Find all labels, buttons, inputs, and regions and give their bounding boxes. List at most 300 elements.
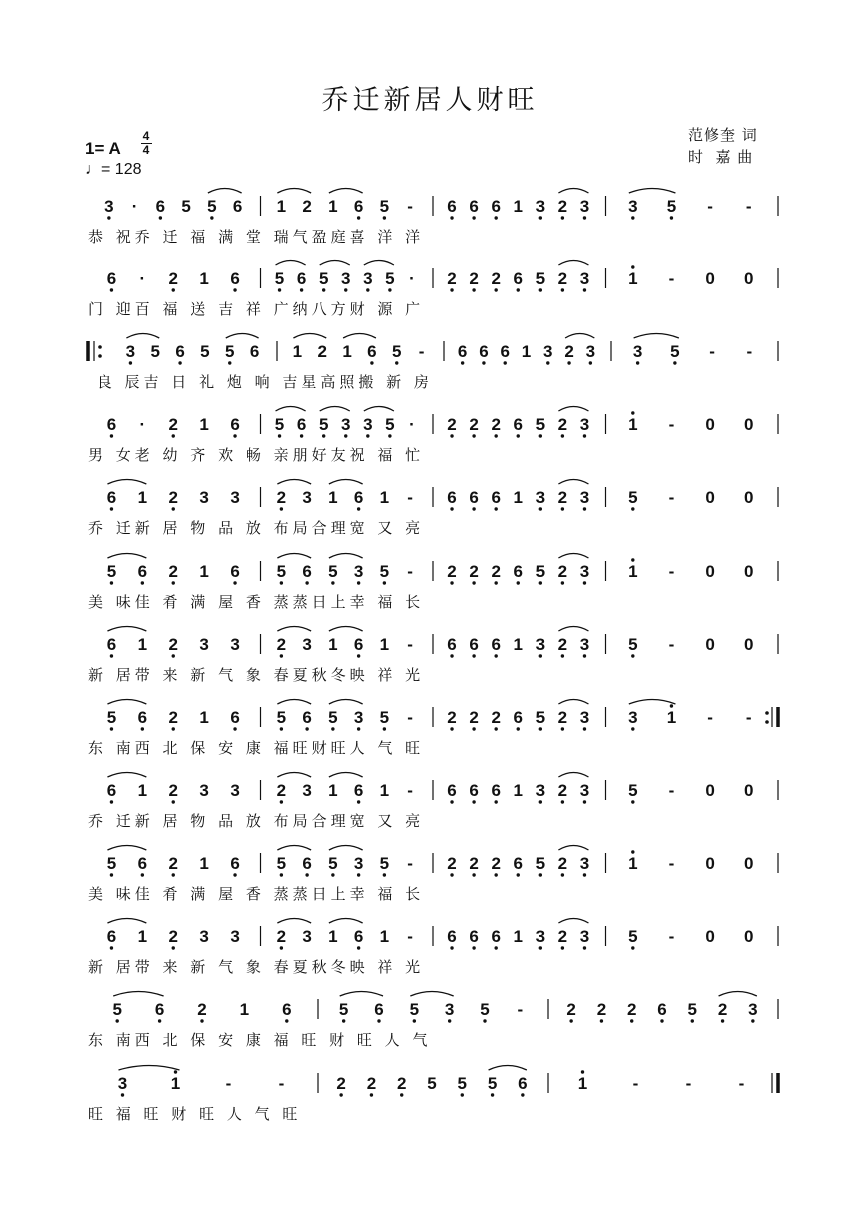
low-octave-dot — [129, 361, 132, 364]
low-octave-dot — [278, 434, 281, 437]
low-octave-dot — [494, 873, 497, 876]
low-octave-dot — [517, 727, 520, 730]
note: 6 — [469, 197, 479, 216]
note: - — [278, 1074, 285, 1093]
lyrics-line: 新 居带 来 新 气 象 春夏秋冬映 祥 光 — [88, 666, 425, 684]
note: 2 — [557, 635, 568, 654]
note: 5 — [666, 197, 677, 216]
low-octave-dot — [110, 873, 113, 876]
high-octave-dot — [631, 411, 634, 414]
low-octave-dot — [472, 288, 475, 291]
note: 2 — [491, 562, 501, 581]
note: 3 — [230, 635, 240, 654]
low-octave-dot — [472, 873, 475, 876]
note: 3 — [628, 708, 638, 727]
note: 5 — [379, 197, 390, 216]
note: 6 — [175, 342, 185, 361]
note: 2 — [276, 781, 287, 800]
low-octave-dot — [450, 507, 453, 510]
note: 2 — [168, 854, 178, 873]
low-octave-dot — [370, 1093, 373, 1096]
note: 3 — [444, 1000, 455, 1019]
high-octave-dot — [174, 1070, 177, 1073]
low-octave-dot — [636, 361, 639, 364]
low-octave-dot — [357, 727, 360, 730]
low-octave-dot — [331, 727, 334, 730]
low-octave-dot — [383, 581, 386, 584]
repeat-dot — [765, 711, 769, 715]
low-octave-dot — [383, 873, 386, 876]
low-octave-dot — [110, 507, 113, 510]
note: 0 — [705, 562, 715, 581]
low-octave-dot — [110, 434, 113, 437]
note: 6 — [447, 197, 457, 216]
note: 2 — [557, 562, 568, 581]
tie-slur — [329, 919, 363, 924]
note: - — [418, 342, 425, 361]
low-octave-dot — [583, 507, 586, 510]
low-octave-dot — [539, 216, 542, 219]
note: 3 — [199, 927, 209, 946]
low-octave-dot — [172, 434, 175, 437]
low-octave-dot — [172, 800, 175, 803]
low-octave-dot — [472, 581, 475, 584]
low-octave-dot — [472, 946, 475, 949]
note: 6 — [137, 562, 148, 581]
note: 2 — [557, 927, 568, 946]
note: 3 — [230, 488, 240, 507]
note: 1 — [199, 708, 209, 727]
note: 1 — [137, 488, 148, 507]
low-octave-dot — [494, 727, 497, 730]
note: 2 — [469, 415, 479, 434]
note: 0 — [743, 635, 754, 654]
low-octave-dot — [159, 216, 162, 219]
tie-slur — [329, 627, 363, 632]
note: 6 — [367, 342, 377, 361]
low-octave-dot — [141, 581, 144, 584]
note: 5 — [106, 708, 117, 727]
note: 5 — [276, 854, 287, 873]
low-octave-dot — [583, 288, 586, 291]
tie-slur — [364, 407, 394, 412]
low-octave-dot — [370, 361, 373, 364]
low-octave-dot — [172, 288, 175, 291]
low-octave-dot — [450, 288, 453, 291]
low-octave-dot — [388, 434, 391, 437]
lyrics-line: 恭 祝乔 迁 福 满 堂 瑞气盈庭喜 洋 洋 — [88, 228, 425, 246]
note: 5 — [392, 342, 402, 361]
note: 2 — [447, 708, 457, 727]
low-octave-dot — [280, 581, 283, 584]
low-octave-dot — [400, 1093, 403, 1096]
low-octave-dot — [494, 507, 497, 510]
note: 5 — [276, 708, 287, 727]
note: 6 — [302, 708, 312, 727]
lyrics-line: 乔 迁新 居 物 品 放 布局合理宽 又 亮 — [88, 519, 425, 537]
note: 5 — [487, 1074, 498, 1093]
note: 6 — [469, 488, 479, 507]
low-octave-dot — [539, 581, 542, 584]
quarter-note-icon: ♩ — [85, 161, 101, 178]
note: 1 — [199, 269, 209, 288]
low-octave-dot — [583, 800, 586, 803]
low-octave-dot — [107, 216, 110, 219]
note: 3 — [579, 854, 590, 873]
note: 5 — [106, 562, 117, 581]
low-octave-dot — [461, 1093, 464, 1096]
note: 2 — [168, 927, 178, 946]
note: 5 — [150, 342, 160, 361]
note: 0 — [705, 635, 715, 654]
note: - — [407, 488, 413, 507]
note: 6 — [353, 488, 364, 507]
tie-slur — [107, 773, 146, 778]
lyricist-credit: 范修奎 词 — [688, 126, 758, 144]
low-octave-dot — [494, 216, 497, 219]
low-octave-dot — [482, 361, 485, 364]
note: 6 — [479, 342, 489, 361]
note: 6 — [230, 854, 240, 873]
low-octave-dot — [366, 434, 369, 437]
low-octave-dot — [450, 946, 453, 949]
note: 6 — [657, 1000, 667, 1019]
low-octave-dot — [178, 361, 181, 364]
low-octave-dot — [357, 946, 360, 949]
note: 2 — [276, 488, 287, 507]
note: 1 — [137, 635, 148, 654]
note: 5 — [535, 708, 546, 727]
note: · — [139, 415, 146, 434]
note: 2 — [447, 269, 457, 288]
note: 1 — [628, 269, 638, 288]
low-octave-dot — [450, 873, 453, 876]
low-octave-dot — [233, 434, 236, 437]
low-octave-dot — [494, 800, 497, 803]
note: - — [668, 269, 675, 288]
low-octave-dot — [344, 434, 347, 437]
note: - — [668, 635, 675, 654]
lyrics-line: 东 南西 北 保 安 康 福旺财旺人 气 旺 — [88, 739, 425, 757]
note: - — [517, 1000, 524, 1019]
low-octave-dot — [539, 654, 542, 657]
note: 2 — [596, 1000, 607, 1019]
note: 6 — [155, 197, 166, 216]
note: 3 — [579, 781, 590, 800]
note: 2 — [168, 269, 178, 288]
note: 3 — [199, 488, 209, 507]
note: 3 — [579, 415, 590, 434]
note: 2 — [557, 854, 568, 873]
low-octave-dot — [539, 288, 542, 291]
note: 1 — [328, 781, 338, 800]
note: 1 — [170, 1074, 181, 1093]
note: 6 — [491, 635, 501, 654]
low-octave-dot — [383, 216, 386, 219]
note: - — [668, 488, 675, 507]
tie-slur — [320, 261, 350, 266]
note: 3 — [363, 415, 373, 434]
note: 2 — [396, 1074, 407, 1093]
note: 2 — [557, 781, 568, 800]
note: 3 — [230, 927, 240, 946]
note: 3 — [302, 781, 312, 800]
note: 5 — [379, 562, 390, 581]
note: 6 — [457, 342, 468, 361]
low-octave-dot — [494, 434, 497, 437]
tie-slur — [329, 773, 363, 778]
low-octave-dot — [583, 946, 586, 949]
low-octave-dot — [539, 507, 542, 510]
note: 1 — [328, 635, 338, 654]
note: 5 — [274, 415, 285, 434]
note: 5 — [457, 1074, 468, 1093]
note: 2 — [336, 1074, 346, 1093]
low-octave-dot — [721, 1019, 724, 1022]
note: 5 — [318, 269, 329, 288]
note: 3 — [353, 854, 364, 873]
low-octave-dot — [280, 507, 283, 510]
tie-slur — [293, 334, 326, 339]
note: 2 — [276, 635, 287, 654]
note: 2 — [168, 635, 178, 654]
tie-slur — [277, 773, 311, 778]
low-octave-dot — [280, 727, 283, 730]
note: · — [409, 415, 415, 434]
low-octave-dot — [539, 946, 542, 949]
low-octave-dot — [450, 216, 453, 219]
note: 1 — [199, 415, 209, 434]
note: · — [409, 269, 415, 288]
note: 3 — [535, 635, 546, 654]
note: 2 — [447, 562, 457, 581]
low-octave-dot — [305, 581, 308, 584]
note: 3 — [535, 927, 546, 946]
note: 3 — [579, 635, 590, 654]
note: - — [668, 781, 675, 800]
note: 0 — [743, 488, 754, 507]
note: 0 — [705, 488, 715, 507]
note: 3 — [632, 342, 643, 361]
note: 2 — [469, 562, 479, 581]
note: 2 — [469, 269, 479, 288]
note: 0 — [705, 415, 715, 434]
low-octave-dot — [339, 1093, 342, 1096]
low-octave-dot — [383, 727, 386, 730]
low-octave-dot — [357, 800, 360, 803]
time-signature-bottom: 4 — [142, 143, 150, 157]
low-octave-dot — [660, 1019, 663, 1022]
note: 0 — [743, 781, 754, 800]
note: 2 — [491, 415, 501, 434]
note: - — [632, 1074, 639, 1093]
tie-slur — [329, 480, 363, 485]
low-octave-dot — [561, 654, 564, 657]
note: 1 — [521, 342, 532, 361]
low-octave-dot — [561, 216, 564, 219]
low-octave-dot — [751, 1019, 754, 1022]
note: - — [407, 562, 413, 581]
note: 0 — [705, 269, 715, 288]
low-octave-dot — [517, 288, 520, 291]
note: 5 — [535, 562, 546, 581]
low-octave-dot — [461, 361, 464, 364]
note: 6 — [513, 415, 523, 434]
note: 3 — [199, 781, 209, 800]
lyrics-line: 良 辰吉 日 礼 炮 响 吉星高照搬 新 房 — [88, 373, 433, 391]
note: 6 — [518, 1074, 528, 1093]
low-octave-dot — [280, 654, 283, 657]
note: 6 — [513, 708, 523, 727]
note: 6 — [106, 927, 117, 946]
note: 3 — [341, 415, 351, 434]
note: 6 — [469, 781, 479, 800]
low-octave-dot — [344, 288, 347, 291]
note: 1 — [577, 1074, 588, 1093]
low-octave-dot — [210, 216, 213, 219]
low-octave-dot — [228, 361, 231, 364]
low-octave-dot — [517, 434, 520, 437]
note: 2 — [447, 854, 457, 873]
note: 1 — [342, 342, 352, 361]
note: 5 — [328, 562, 338, 581]
note: 3 — [543, 342, 553, 361]
low-octave-dot — [342, 1019, 345, 1022]
low-octave-dot — [472, 654, 475, 657]
low-octave-dot — [494, 581, 497, 584]
low-octave-dot — [539, 800, 542, 803]
note: 0 — [705, 927, 715, 946]
tempo-value: = 128 — [101, 161, 142, 178]
note: 2 — [469, 854, 479, 873]
lyrics-line: 东 南西 北 保 安 康 福 旺 财 旺 人 气 — [88, 1031, 432, 1049]
note: 2 — [566, 1000, 576, 1019]
note: 6 — [282, 1000, 292, 1019]
low-octave-dot — [450, 727, 453, 730]
low-octave-dot — [448, 1019, 451, 1022]
note: - — [668, 562, 675, 581]
low-octave-dot — [472, 727, 475, 730]
low-octave-dot — [494, 946, 497, 949]
high-octave-dot — [670, 704, 673, 707]
note: 6 — [137, 854, 148, 873]
low-octave-dot — [569, 1019, 572, 1022]
tie-slur — [558, 773, 588, 778]
note: 1 — [328, 488, 338, 507]
low-octave-dot — [567, 361, 570, 364]
note: 5 — [687, 1000, 698, 1019]
note: 5 — [200, 342, 210, 361]
low-octave-dot — [172, 581, 175, 584]
low-octave-dot — [300, 288, 303, 291]
high-octave-dot — [631, 850, 634, 853]
note: 6 — [302, 854, 312, 873]
note: - — [407, 708, 413, 727]
low-octave-dot — [504, 361, 507, 364]
note: 5 — [318, 415, 329, 434]
high-octave-dot — [631, 558, 634, 561]
note: 6 — [447, 635, 457, 654]
note: 1 — [137, 927, 148, 946]
note: - — [745, 197, 752, 216]
note: 3 — [535, 197, 546, 216]
note: 1 — [199, 854, 209, 873]
note: 6 — [513, 854, 523, 873]
tie-slur — [329, 554, 363, 559]
note: 6 — [137, 708, 148, 727]
low-octave-dot — [110, 800, 113, 803]
low-octave-dot — [546, 361, 549, 364]
note: 5 — [480, 1000, 490, 1019]
note: - — [668, 854, 675, 873]
note: 5 — [535, 269, 546, 288]
low-octave-dot — [589, 361, 592, 364]
note: 1 — [379, 781, 390, 800]
note: 3 — [535, 781, 546, 800]
low-octave-dot — [233, 581, 236, 584]
low-octave-dot — [673, 361, 676, 364]
note: 5 — [385, 415, 395, 434]
note: 3 — [585, 342, 596, 361]
tie-slur — [558, 700, 588, 705]
tie-slur — [558, 407, 588, 412]
note: 3 — [748, 1000, 758, 1019]
note: 3 — [353, 562, 364, 581]
tie-slur — [277, 189, 311, 194]
low-octave-dot — [172, 654, 175, 657]
note: 0 — [743, 415, 754, 434]
note: 5 — [328, 854, 338, 873]
note: 0 — [743, 269, 754, 288]
tie-slur — [107, 846, 146, 851]
low-octave-dot — [561, 946, 564, 949]
note: 1 — [513, 488, 523, 507]
tie-slur — [107, 700, 146, 705]
low-octave-dot — [561, 434, 564, 437]
tie-slur — [634, 334, 679, 339]
tie-slur — [629, 700, 676, 705]
note: 5 — [379, 708, 390, 727]
tie-slur — [276, 261, 306, 266]
note: 6 — [513, 269, 523, 288]
note: 6 — [491, 197, 501, 216]
note: 3 — [579, 488, 590, 507]
tie-slur — [558, 627, 588, 632]
note: 3 — [104, 197, 114, 216]
low-octave-dot — [561, 727, 564, 730]
note: 2 — [557, 269, 568, 288]
note: · — [139, 269, 146, 288]
low-octave-dot — [322, 288, 325, 291]
low-octave-dot — [494, 288, 497, 291]
note: 2 — [168, 488, 178, 507]
note: 3 — [579, 708, 590, 727]
low-octave-dot — [583, 434, 586, 437]
note: 6 — [447, 488, 457, 507]
note: 5 — [274, 269, 285, 288]
note: - — [746, 342, 753, 361]
note: - — [668, 415, 675, 434]
repeat-dot — [98, 354, 102, 358]
low-octave-dot — [450, 434, 453, 437]
note: 6 — [353, 927, 364, 946]
low-octave-dot — [631, 800, 634, 803]
low-octave-dot — [141, 873, 144, 876]
note: 3 — [230, 781, 240, 800]
note: - — [407, 197, 413, 216]
tie-slur — [107, 480, 146, 485]
tie-slur — [558, 480, 588, 485]
